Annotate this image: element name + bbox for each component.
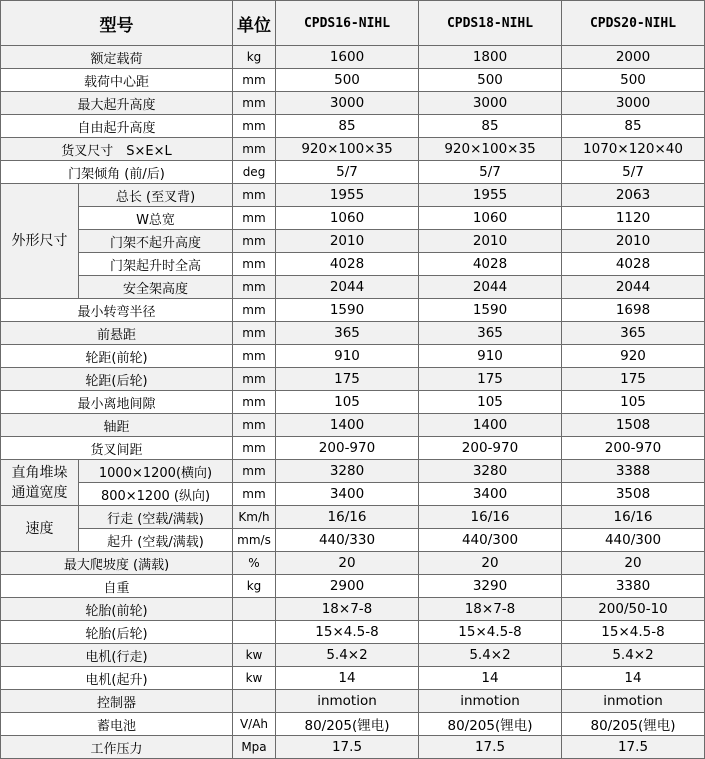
row-label: 最大起升高度 bbox=[1, 92, 233, 115]
row-value: 440/300 bbox=[419, 529, 562, 552]
row-value: 20 bbox=[562, 552, 705, 575]
row-unit: mm bbox=[233, 414, 276, 437]
row-value: 17.5 bbox=[276, 736, 419, 759]
group-label: 直角堆垛 通道宽度 bbox=[1, 460, 79, 506]
row-value: 200-970 bbox=[276, 437, 419, 460]
row-label: 轮胎(后轮) bbox=[1, 621, 233, 644]
row-unit: kw bbox=[233, 667, 276, 690]
row-label: 800×1200 (纵向) bbox=[79, 483, 233, 506]
row-value: 3508 bbox=[562, 483, 705, 506]
row-value: 80/205(锂电) bbox=[419, 713, 562, 736]
row-label: 自由起升高度 bbox=[1, 115, 233, 138]
row-value: 5.4×2 bbox=[276, 644, 419, 667]
row-value: 1800 bbox=[419, 46, 562, 69]
model-column-header: CPDS18-NIHL bbox=[419, 1, 562, 46]
row-unit: mm bbox=[233, 138, 276, 161]
row-value: 5/7 bbox=[276, 161, 419, 184]
row-value: 3000 bbox=[276, 92, 419, 115]
row-value: 15×4.5-8 bbox=[276, 621, 419, 644]
row-value: 1955 bbox=[276, 184, 419, 207]
row-value: 85 bbox=[562, 115, 705, 138]
row-label: 控制器 bbox=[1, 690, 233, 713]
row-value: 920×100×35 bbox=[419, 138, 562, 161]
row-unit: mm bbox=[233, 92, 276, 115]
spec-row bbox=[1, 115, 705, 138]
row-value: 1508 bbox=[562, 414, 705, 437]
row-value: 85 bbox=[276, 115, 419, 138]
spec-row bbox=[1, 92, 705, 115]
row-label: 轴距 bbox=[1, 414, 233, 437]
row-unit: % bbox=[233, 552, 276, 575]
row-value: 3280 bbox=[276, 460, 419, 483]
row-value: 1120 bbox=[562, 207, 705, 230]
row-value: 2063 bbox=[562, 184, 705, 207]
group-label: 外形尺寸 bbox=[1, 184, 79, 299]
spec-row bbox=[1, 690, 705, 713]
row-unit: mm bbox=[233, 437, 276, 460]
spec-table-body bbox=[1, 1, 705, 759]
row-value: 1060 bbox=[419, 207, 562, 230]
row-unit: mm bbox=[233, 460, 276, 483]
row-value: 17.5 bbox=[562, 736, 705, 759]
spec-row bbox=[1, 437, 705, 460]
row-value: 1070×120×40 bbox=[562, 138, 705, 161]
row-unit: mm bbox=[233, 345, 276, 368]
row-unit bbox=[233, 621, 276, 644]
row-unit: Km/h bbox=[233, 506, 276, 529]
row-value: 5/7 bbox=[419, 161, 562, 184]
row-label: W总宽 bbox=[79, 207, 233, 230]
row-unit: mm bbox=[233, 276, 276, 299]
row-value: 3000 bbox=[562, 92, 705, 115]
row-value: 2044 bbox=[562, 276, 705, 299]
row-value: 80/205(锂电) bbox=[276, 713, 419, 736]
row-value: 175 bbox=[276, 368, 419, 391]
row-value: 200/50-10 bbox=[562, 598, 705, 621]
row-value: 2000 bbox=[562, 46, 705, 69]
spec-row bbox=[1, 460, 705, 483]
row-value: 200-970 bbox=[419, 437, 562, 460]
row-value: 80/205(锂电) bbox=[562, 713, 705, 736]
row-value: 365 bbox=[419, 322, 562, 345]
row-value: 175 bbox=[419, 368, 562, 391]
row-unit: mm bbox=[233, 391, 276, 414]
row-value: 105 bbox=[562, 391, 705, 414]
row-value: 200-970 bbox=[562, 437, 705, 460]
row-value: 14 bbox=[419, 667, 562, 690]
row-value: 365 bbox=[562, 322, 705, 345]
row-value: 5.4×2 bbox=[419, 644, 562, 667]
row-label: 行走 (空载/满载) bbox=[79, 506, 233, 529]
model-header: 型号 bbox=[1, 1, 233, 46]
row-value: 1400 bbox=[276, 414, 419, 437]
row-value: 500 bbox=[419, 69, 562, 92]
spec-row bbox=[1, 621, 705, 644]
row-value: 17.5 bbox=[419, 736, 562, 759]
row-unit bbox=[233, 598, 276, 621]
model-column-header: CPDS20-NIHL bbox=[562, 1, 705, 46]
row-value: 2010 bbox=[562, 230, 705, 253]
row-value: 20 bbox=[419, 552, 562, 575]
row-unit: mm bbox=[233, 299, 276, 322]
spec-row bbox=[1, 736, 705, 759]
row-value: 16/16 bbox=[562, 506, 705, 529]
row-label: 轮距(后轮) bbox=[1, 368, 233, 391]
row-unit: V/Ah bbox=[233, 713, 276, 736]
group-label: 速度 bbox=[1, 506, 79, 552]
row-value: 3388 bbox=[562, 460, 705, 483]
row-value: 18×7-8 bbox=[276, 598, 419, 621]
row-value: 440/330 bbox=[276, 529, 419, 552]
spec-row bbox=[1, 69, 705, 92]
row-value: 105 bbox=[276, 391, 419, 414]
row-value: 920 bbox=[562, 345, 705, 368]
row-value: 920×100×35 bbox=[276, 138, 419, 161]
row-value: 16/16 bbox=[276, 506, 419, 529]
row-unit: mm/s bbox=[233, 529, 276, 552]
row-label: 最大爬坡度 (满载) bbox=[1, 552, 233, 575]
row-value: 2900 bbox=[276, 575, 419, 598]
row-value: 16/16 bbox=[419, 506, 562, 529]
row-label: 最小转弯半径 bbox=[1, 299, 233, 322]
row-value: 365 bbox=[276, 322, 419, 345]
spec-row bbox=[1, 414, 705, 437]
row-label: 蓄电池 bbox=[1, 713, 233, 736]
row-value: inmotion bbox=[276, 690, 419, 713]
spec-row bbox=[1, 138, 705, 161]
row-value: 2044 bbox=[419, 276, 562, 299]
row-unit: mm bbox=[233, 230, 276, 253]
row-value: 500 bbox=[562, 69, 705, 92]
row-label: 前悬距 bbox=[1, 322, 233, 345]
spec-row bbox=[1, 368, 705, 391]
row-label: 门架起升时全高 bbox=[79, 253, 233, 276]
row-unit: mm bbox=[233, 368, 276, 391]
header-row bbox=[1, 1, 705, 46]
row-value: 2044 bbox=[276, 276, 419, 299]
row-unit: Mpa bbox=[233, 736, 276, 759]
row-value: 105 bbox=[419, 391, 562, 414]
spec-row bbox=[1, 46, 705, 69]
spec-row bbox=[1, 598, 705, 621]
row-label: 起升 (空载/满载) bbox=[79, 529, 233, 552]
row-value: 910 bbox=[419, 345, 562, 368]
spec-row bbox=[1, 667, 705, 690]
row-value: 5.4×2 bbox=[562, 644, 705, 667]
spec-row bbox=[1, 230, 705, 253]
row-value: 18×7-8 bbox=[419, 598, 562, 621]
row-value: 5/7 bbox=[562, 161, 705, 184]
row-value: 3290 bbox=[419, 575, 562, 598]
row-value: 3380 bbox=[562, 575, 705, 598]
row-value: inmotion bbox=[419, 690, 562, 713]
row-unit: mm bbox=[233, 69, 276, 92]
row-unit: mm bbox=[233, 184, 276, 207]
row-label: 载荷中心距 bbox=[1, 69, 233, 92]
row-value: 15×4.5-8 bbox=[562, 621, 705, 644]
row-label: 1000×1200(横向) bbox=[79, 460, 233, 483]
row-value: 440/300 bbox=[562, 529, 705, 552]
row-unit bbox=[233, 690, 276, 713]
row-value: 85 bbox=[419, 115, 562, 138]
spec-row bbox=[1, 322, 705, 345]
spec-row bbox=[1, 161, 705, 184]
row-value: 4028 bbox=[419, 253, 562, 276]
row-value: 500 bbox=[276, 69, 419, 92]
spec-row bbox=[1, 391, 705, 414]
row-value: 4028 bbox=[562, 253, 705, 276]
spec-row bbox=[1, 253, 705, 276]
row-value: 1600 bbox=[276, 46, 419, 69]
row-value: 3000 bbox=[419, 92, 562, 115]
row-value: 910 bbox=[276, 345, 419, 368]
row-unit: mm bbox=[233, 483, 276, 506]
row-label: 电机(行走) bbox=[1, 644, 233, 667]
row-value: 2010 bbox=[419, 230, 562, 253]
row-label: 门架倾角 (前/后) bbox=[1, 161, 233, 184]
row-label: 工作压力 bbox=[1, 736, 233, 759]
row-value: 1590 bbox=[419, 299, 562, 322]
spec-row bbox=[1, 529, 705, 552]
row-label: 轮胎(前轮) bbox=[1, 598, 233, 621]
row-value: 2010 bbox=[276, 230, 419, 253]
row-value: inmotion bbox=[562, 690, 705, 713]
row-label: 最小离地间隙 bbox=[1, 391, 233, 414]
model-column-header: CPDS16-NIHL bbox=[276, 1, 419, 46]
spec-row bbox=[1, 276, 705, 299]
row-value: 3400 bbox=[276, 483, 419, 506]
spec-row bbox=[1, 575, 705, 598]
unit-header: 单位 bbox=[233, 1, 276, 46]
row-unit: kw bbox=[233, 644, 276, 667]
spec-row bbox=[1, 207, 705, 230]
row-label: 总长 (至叉背) bbox=[79, 184, 233, 207]
row-label: 自重 bbox=[1, 575, 233, 598]
row-value: 14 bbox=[276, 667, 419, 690]
spec-row bbox=[1, 552, 705, 575]
row-value: 4028 bbox=[276, 253, 419, 276]
row-label: 电机(起升) bbox=[1, 667, 233, 690]
row-label: 门架不起升高度 bbox=[79, 230, 233, 253]
spec-row bbox=[1, 345, 705, 368]
row-unit: deg bbox=[233, 161, 276, 184]
spec-row bbox=[1, 713, 705, 736]
row-label: 货叉尺寸 S×E×L bbox=[1, 138, 233, 161]
spec-row bbox=[1, 644, 705, 667]
row-value: 14 bbox=[562, 667, 705, 690]
row-value: 175 bbox=[562, 368, 705, 391]
row-unit: mm bbox=[233, 322, 276, 345]
row-value: 3280 bbox=[419, 460, 562, 483]
row-unit: mm bbox=[233, 115, 276, 138]
row-value: 1400 bbox=[419, 414, 562, 437]
row-value: 1698 bbox=[562, 299, 705, 322]
row-value: 1590 bbox=[276, 299, 419, 322]
spec-row bbox=[1, 184, 705, 207]
row-value: 20 bbox=[276, 552, 419, 575]
row-value: 15×4.5-8 bbox=[419, 621, 562, 644]
row-value: 1060 bbox=[276, 207, 419, 230]
row-unit: mm bbox=[233, 207, 276, 230]
row-unit: kg bbox=[233, 575, 276, 598]
row-unit: mm bbox=[233, 253, 276, 276]
row-value: 1955 bbox=[419, 184, 562, 207]
spec-row bbox=[1, 299, 705, 322]
row-label: 额定载荷 bbox=[1, 46, 233, 69]
spec-row bbox=[1, 506, 705, 529]
row-label: 安全架高度 bbox=[79, 276, 233, 299]
row-label: 轮距(前轮) bbox=[1, 345, 233, 368]
row-value: 3400 bbox=[419, 483, 562, 506]
row-label: 货叉间距 bbox=[1, 437, 233, 460]
row-unit: kg bbox=[233, 46, 276, 69]
spec-row bbox=[1, 483, 705, 506]
